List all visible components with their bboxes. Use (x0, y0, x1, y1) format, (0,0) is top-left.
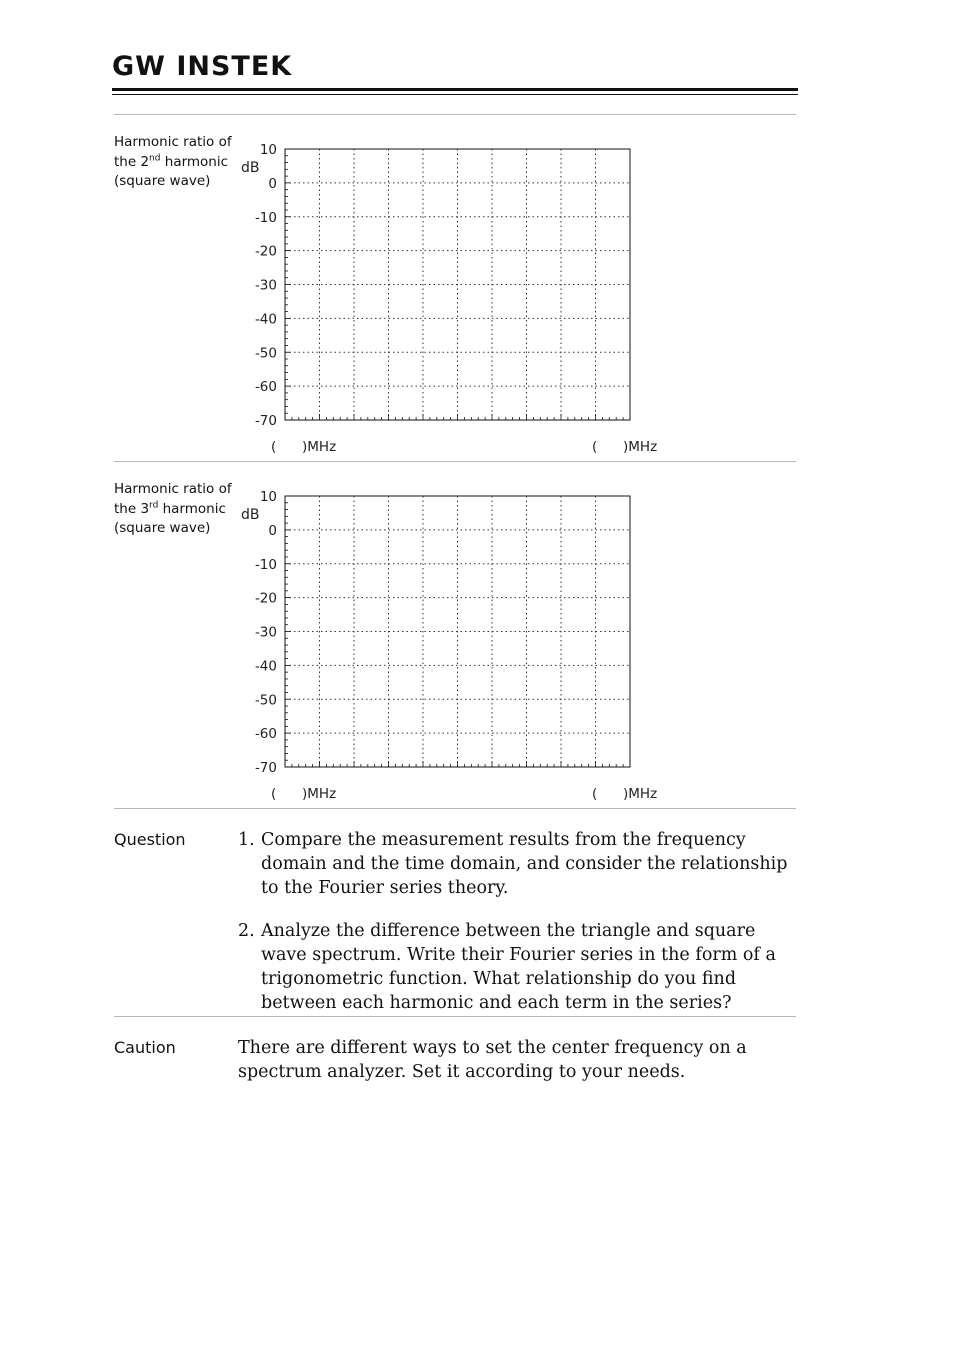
y-tick-label: -30 (254, 624, 277, 641)
section-divider (114, 461, 796, 462)
plot-label-line3: (square wave) (114, 173, 211, 189)
plot-label-3rd-harmonic (114, 480, 244, 539)
y-tick-label: 10 (259, 142, 277, 158)
y-tick-label: -50 (254, 692, 277, 709)
y-tick-label: -40 (254, 311, 277, 328)
plot-label-line3: (square wave) (114, 520, 211, 536)
y-tick-label: -70 (254, 413, 277, 429)
x-right-label: ( )MHz (592, 439, 658, 455)
y-tick-label: -30 (254, 277, 277, 294)
plot-label-2nd-harmonic (114, 133, 244, 192)
harmonic-grid-chart-3rd (230, 485, 670, 805)
y-tick-label: -40 (254, 658, 277, 675)
y-tick-label: 0 (268, 522, 277, 539)
section-divider (114, 1016, 796, 1017)
x-right-label: ( )MHz (592, 786, 658, 802)
harmonic-grid-chart-2nd (230, 138, 670, 458)
y-tick-label: 10 (259, 489, 277, 505)
plot-label-line2: the 2nd harmonic (114, 153, 229, 170)
header-rule-thin (112, 94, 798, 95)
y-tick-label: -60 (254, 726, 277, 743)
caution-heading: Caution (114, 1038, 176, 1057)
question-item: 1. Compare the measurement results from the frequency domain and the time domain, and consider the relationship to the Fourier series theory. (238, 830, 788, 898)
header-rule-thick (112, 88, 798, 91)
section-divider (114, 114, 796, 115)
gw-instek-logo: GW INSTEK (112, 51, 293, 82)
question-item: 2. Analyze the difference between the triangle and square wave spectrum. Write their Fourier series in the form of a trigonometric function. What relationship do you find between each harmonic and each term in the series? (238, 921, 776, 1013)
plot-label-line2: the 3rd harmonic (114, 500, 226, 517)
section-divider (114, 808, 796, 809)
caution-text: There are different ways to set the center frequency on a spectrum analyzer. Set it according to your needs. (238, 1038, 747, 1082)
plot-label-line1: Harmonic ratio of (114, 481, 232, 497)
y-tick-label: -20 (254, 590, 277, 607)
plot-label-line1: Harmonic ratio of (114, 134, 232, 150)
x-left-label: ( )MHz (271, 439, 337, 455)
y-tick-label: -10 (254, 209, 277, 226)
y-tick-label: -60 (254, 379, 277, 396)
y-tick-label: -70 (254, 760, 277, 776)
y-tick-label: -50 (254, 345, 277, 362)
y-tick-label: -20 (254, 243, 277, 260)
y-tick-label: -10 (254, 556, 277, 573)
y-unit-label: dB (241, 507, 260, 523)
question-heading: Question (114, 830, 186, 849)
x-left-label: ( )MHz (271, 786, 337, 802)
y-tick-label: 0 (268, 175, 277, 192)
question-list (238, 828, 798, 1034)
y-unit-label: dB (241, 160, 260, 176)
